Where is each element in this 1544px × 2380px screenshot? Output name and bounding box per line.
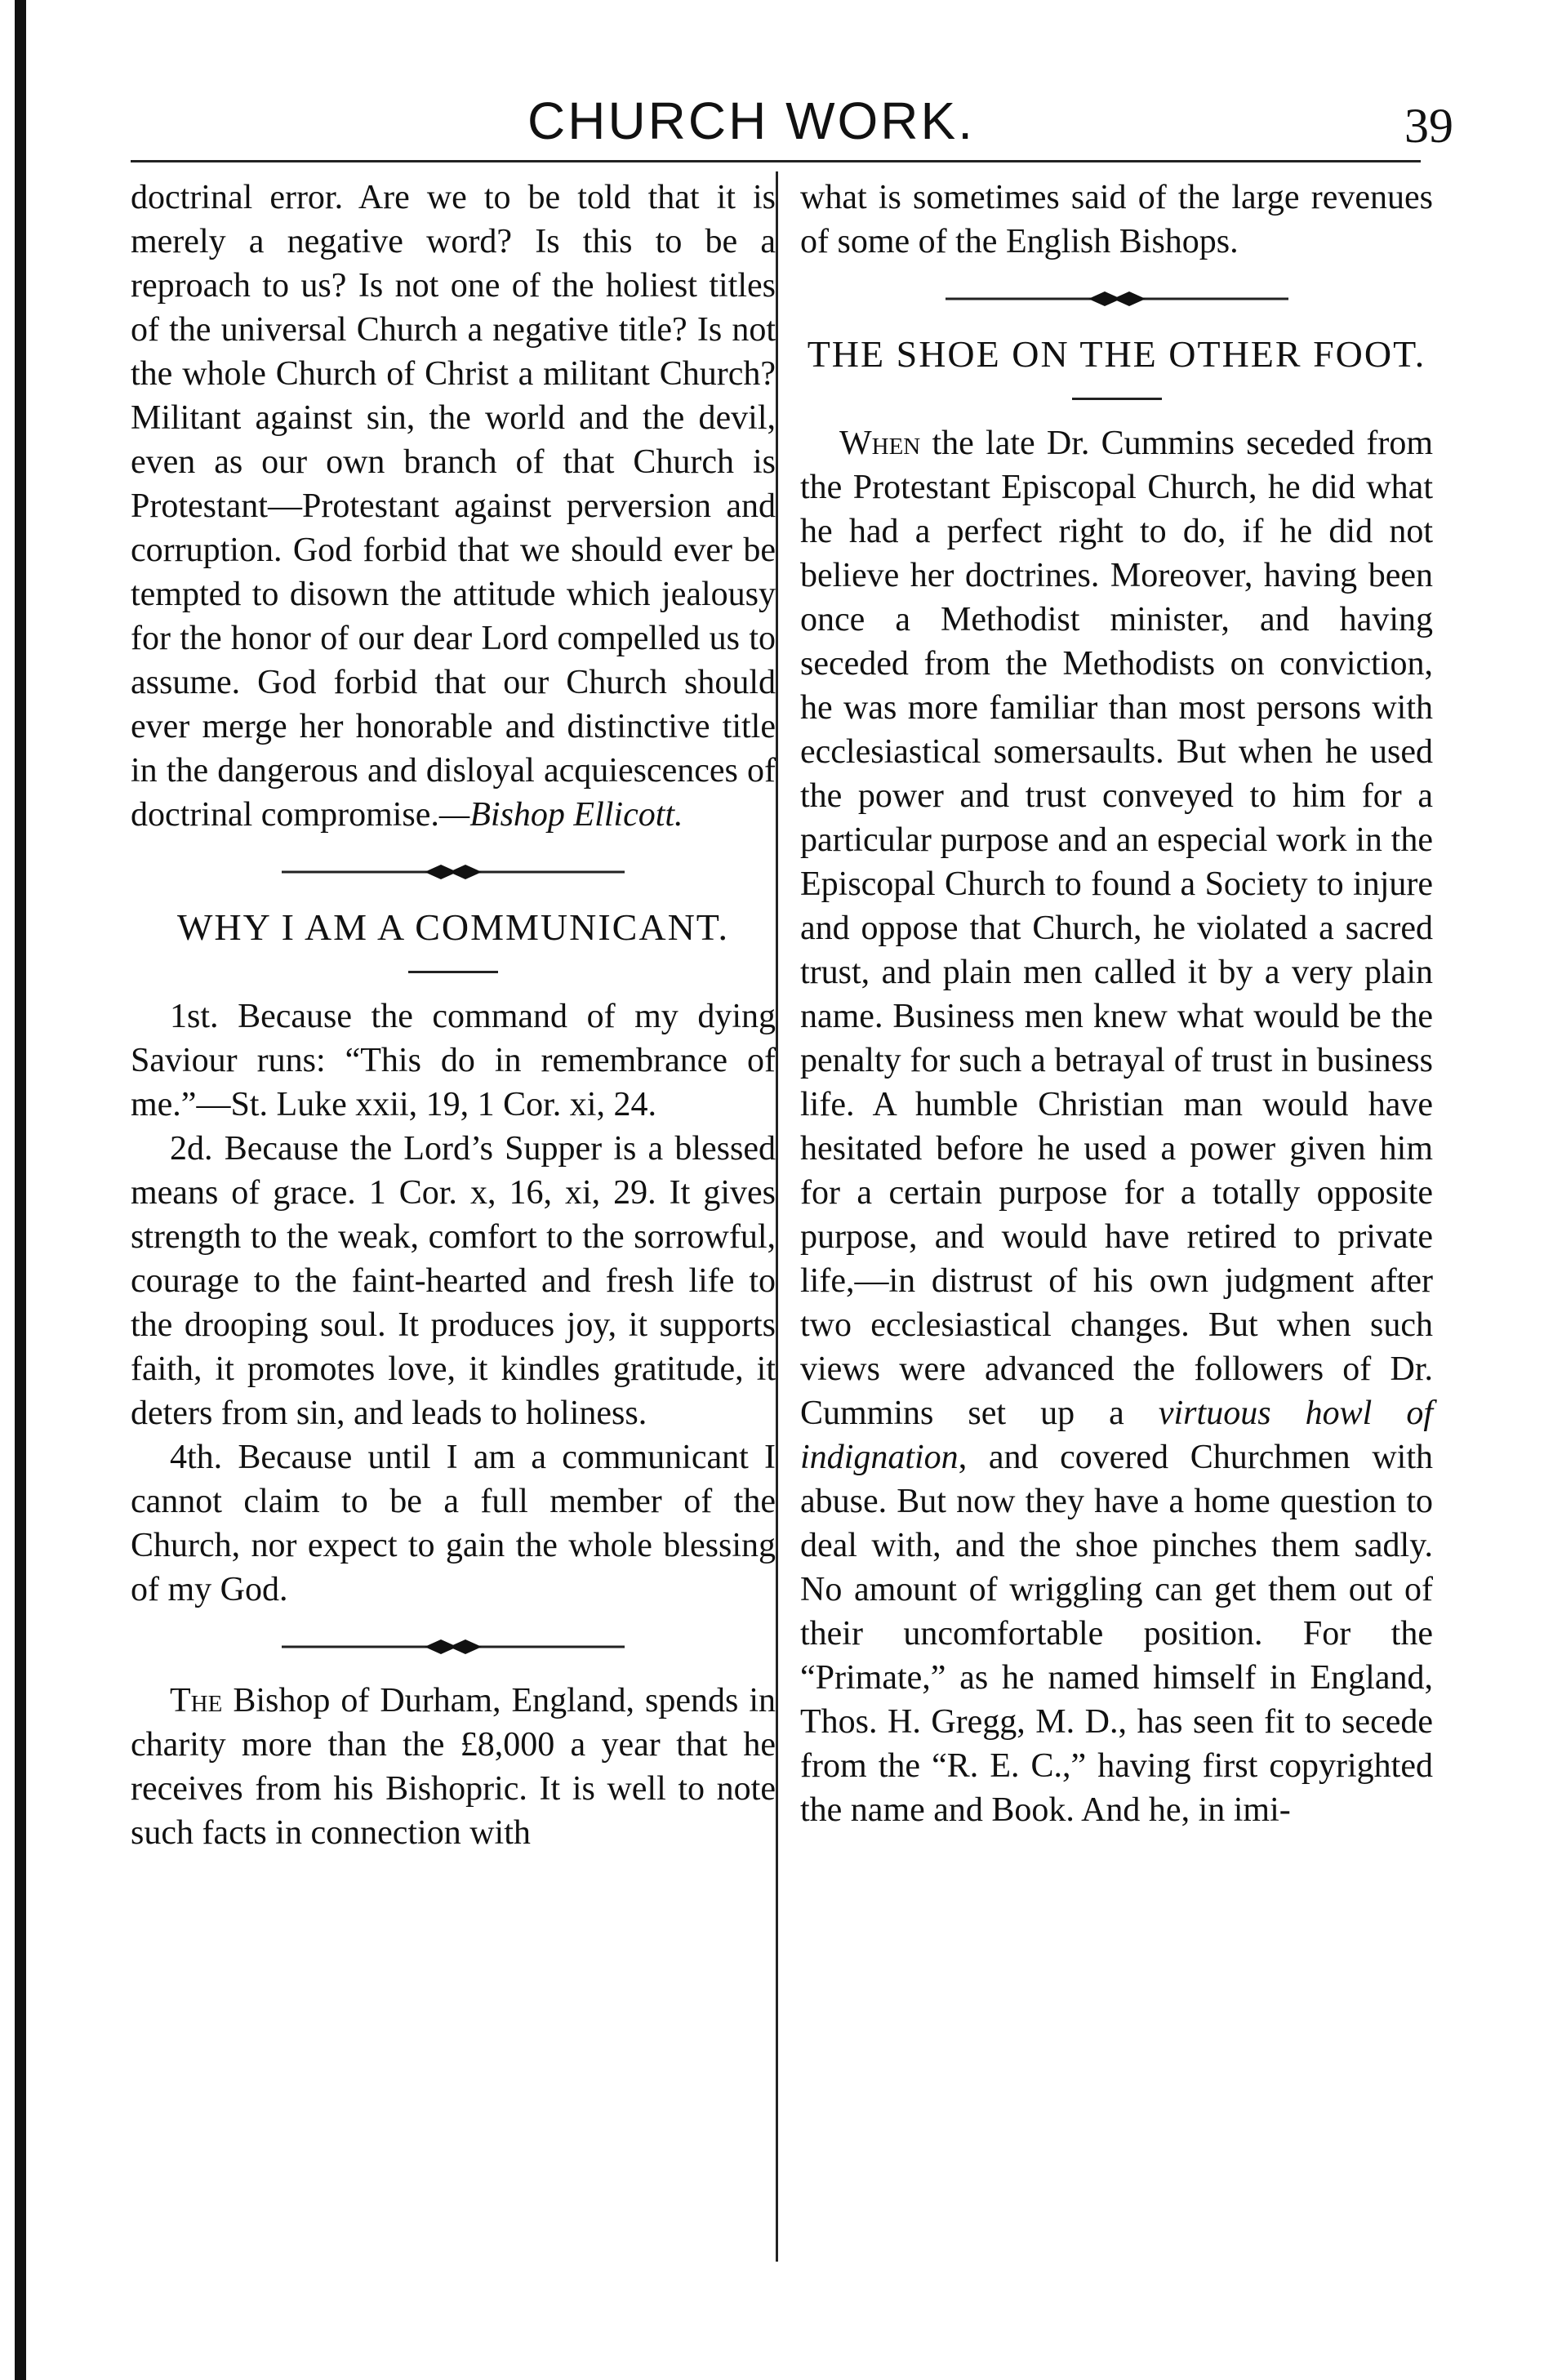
ellicott-attribution: —Bishop Ellicott. <box>438 796 683 834</box>
page-number: 39 <box>1404 99 1453 153</box>
page-edge-bar <box>15 0 26 2380</box>
left-column <box>131 176 776 1855</box>
title-rule <box>408 971 498 973</box>
shoe-text-part-1: the late Dr. Cummins seceded from the Protestant Episcopal Church, he did what he had a perfect right to do, if he did not believe her doctrines. Moreover, having been once a Methodist minister, and having seceded from the Methodists on conviction, he was more familiar than most persons with ecclesiastical somersaults. But when he used the power and trust conveyed to him for a particular purpose and an especial work in the Episcopal Church to found a Society to injure and oppose that Church, he violated a sacred trust, and plain men called it by a very plain name. Business men knew what would be the penalty for such a betrayal of trust in business life. A humble Christian man would have hesitated before he used a power given him for a certain purpose for a totally opposite purpose, and would have retired to private life,—in distrust of his own judgment after two ecclesiastical changes. But when such views were advanced the followers of Dr. Cummins set up a <box>800 425 1433 1432</box>
shoe-title: THE SHOE ON THE OTHER FOOT. <box>807 333 1426 375</box>
communicant-title: WHY I AM A COMMUNICANT. <box>177 906 729 948</box>
communicant-paragraph-2: 2d. Because the Lord’s Supper is a blessed means of grace. 1 Cor. x, 16, xi, 29. It gives strength to the weak, comfort to the sorrowful, courage to the faint-hearted and fresh life to the drooping soul. It produces joy, it supports faith, it promotes love, it kindles gratitude, it deters from sin, and leads to holiness. <box>131 1130 776 1432</box>
ellicott-quote <box>131 176 776 837</box>
durham-paragraph <box>131 1679 776 1855</box>
column-divider <box>776 171 778 2262</box>
page-header <box>49 88 1453 162</box>
durham-text: Bishop of Durham, England, spends in charity more than the £8,000 a year that he receives from his Bishopric. It is well to note such facts in connection with <box>131 1682 776 1852</box>
shoe-paragraph <box>800 421 1433 1832</box>
communicant-paragraph-1: 1st. Because the command of my dying Saviour runs: “This do in remembrance of me.”—St. Luke xxii, 19, 1 Cor. xi, 24. <box>131 998 776 1123</box>
shoe-text-part-2: , and covered Churchmen with abuse. But now they have a home question to deal with, and the shoe pinches them sadly. No amount of wriggling can get them out of their uncomfortable position. For the “Primate,” as he named himself in England, Thos. H. Gregg, M. D., has seen fit to secede from the “R. E. C.,” having first copyrighted the name and Book. And he, in imi- <box>800 1439 1433 1829</box>
shoe-italic-phrase: virtuous howl of indignation <box>800 1395 1433 1476</box>
durham-lead-word: The <box>170 1682 223 1719</box>
running-head: CHURCH WORK. <box>527 91 975 150</box>
continuation-paragraph: what is sometimes said of the large revenues of some of the English Bishops. <box>800 179 1433 260</box>
title-rule <box>1072 398 1162 400</box>
right-column <box>800 176 1433 1832</box>
ornament-divider <box>282 861 625 883</box>
ornament-divider <box>946 288 1288 309</box>
ellicott-quote-text: doctrinal error. Are we to be told that it is merely a negative word? Is this to be a reproach to us? Is not one of the holiest titles of the universal Church a negative title? Is not the whole Church of Christ a militant Church? Militant against sin, the world and the devil, even as our own branch of that Church is Protestant—Protestant against perversion and corruption. God forbid that we should ever be tempted to disown the attitude which jealousy for the honor of our dear Lord compelled us to assume. God forbid that our Church should ever merge her honorable and distinctive title in the dangerous and disloyal acquiescences of doctrinal compromise. <box>131 179 776 834</box>
ornament-divider <box>282 1636 625 1657</box>
communicant-paragraph-4: 4th. Because until I am a communicant I cannot claim to be a full member of the Church, nor expect to gain the whole blessing of my God. <box>131 1439 776 1608</box>
header-rule <box>131 160 1421 162</box>
shoe-lead-word: When <box>839 425 921 462</box>
